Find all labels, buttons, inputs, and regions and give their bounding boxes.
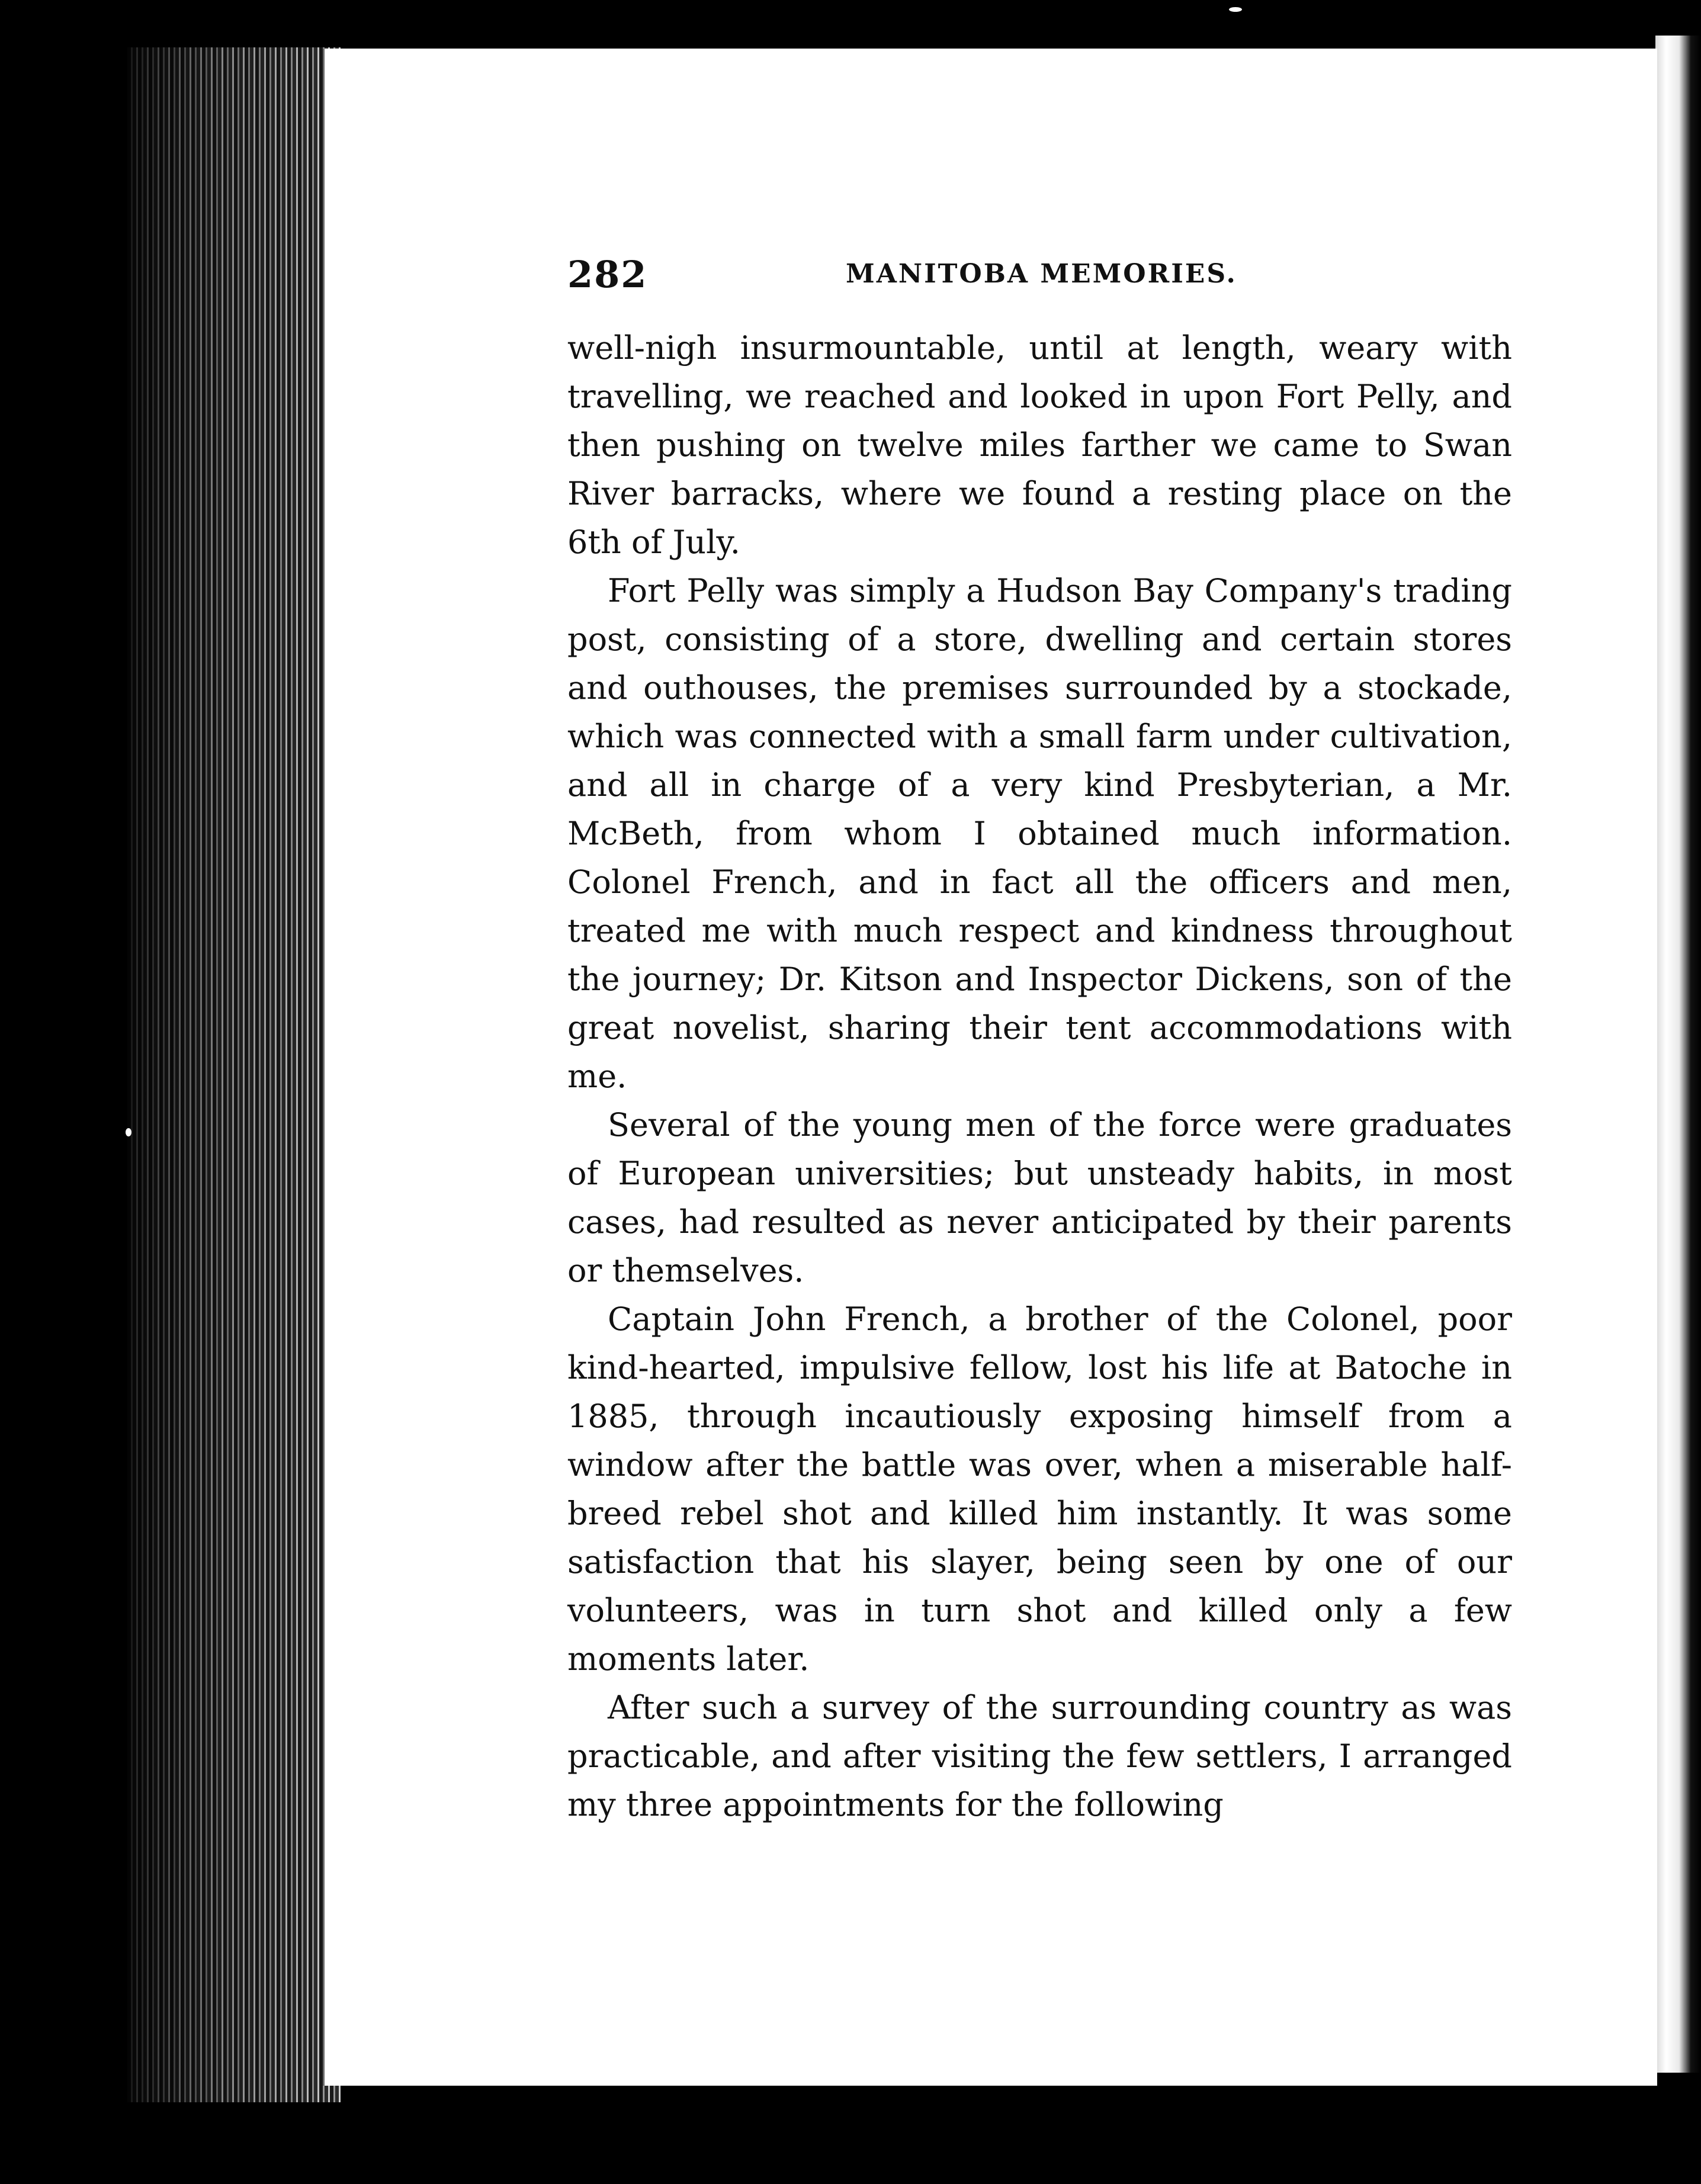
paragraph-5: After such a survey of the surrounding country as was practicable, and after visiting the few settlers, I arranged my three appointments for the following [567,1689,1512,1823]
next-page-edge [1655,36,1701,2073]
paragraph-1: well-nigh insurmountable, until at length, weary with travelling, we reached and looked in upon Fort Pelly, and then pushing on twelve miles farther we came to Swan River barracks, where we found a resting place on the 6th of July. [567,329,1512,561]
page-sheet [323,49,1657,2086]
paragraph-3: Several of the young men of the force were graduates of European universities; but unsteady habits, in most cases, had resulted as never anticipated by their parents or themselves. [567,1106,1512,1289]
scan-speck [126,1128,131,1136]
scan-speck [1229,7,1242,12]
paragraph-4: Captain John French, a brother of the Colonel, poor kind-hearted, impulsive fellow, lost his life at Batoche in 1885, through incautiously exposing himself from a window after the battle was over, when a miserable half-breed rebel shot and killed him instantly. It was some satisfaction that his slayer, being seen by one of our volunteers, was in turn shot and killed only a few moments later. [567,1300,1512,1678]
paragraph-2: Fort Pelly was simply a Hudson Bay Company's trading post, consisting of a store, dwelling and certain stores and outhouses, the premises surrounded by a stockade, which was connected with a small farm under cultivation, and all in charge of a very kind Presbyterian, a Mr. McBeth, from whom I obtained much information. Colonel French, and in fact all the officers and men, treated me with much respect and kindness throughout the journey; Dr. Kitson and Inspector Dickens, son of the great novelist, sharing their tent accommodations with me. [567,572,1512,1095]
page-edges-shadow [127,47,341,2102]
page-number: 282 [567,253,648,296]
body-text [567,324,1512,1829]
running-title: MANITOBA MEMORIES. [846,259,1237,289]
running-head [567,253,1539,306]
